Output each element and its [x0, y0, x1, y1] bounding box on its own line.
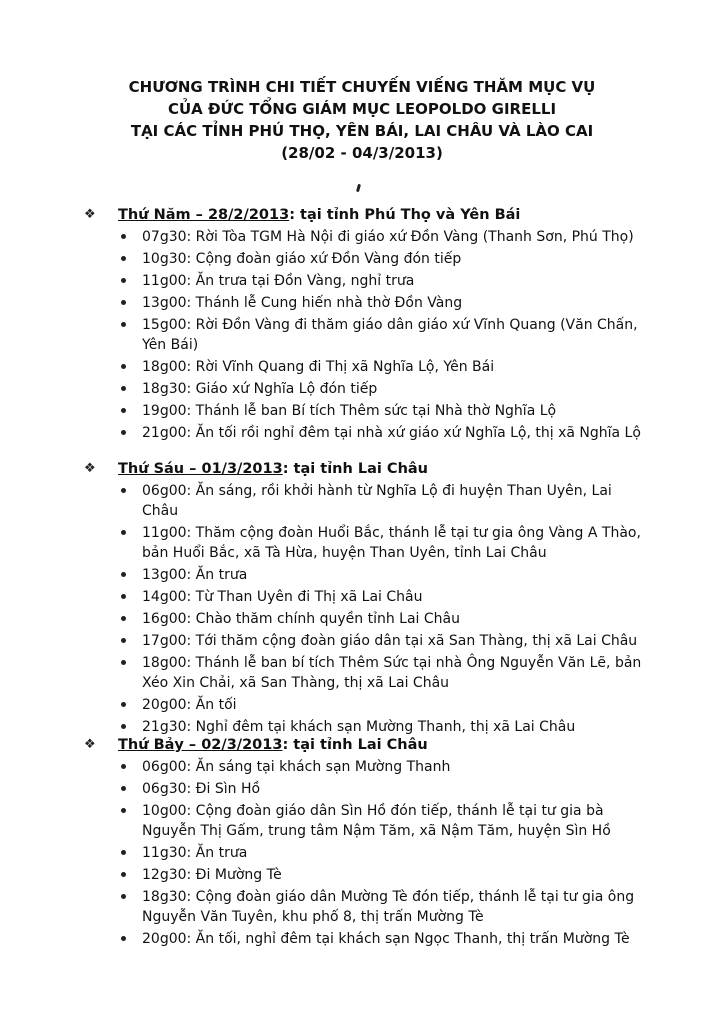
schedule-item: 07g30: Rời Tòa TGM Hà Nội đi giáo xứ Đồn Vàng (Thanh Sơn, Phú Thọ) [0, 227, 724, 247]
schedule-item: 21g00: Ăn tối rồi nghỉ đêm tại nhà xứ giáo xứ Nghĩa Lộ, thị xã Nghĩa Lộ [0, 423, 724, 443]
schedule-item: 11g30: Ăn trưa [0, 843, 724, 863]
day-date: Thứ Năm – 28/2/2013 [118, 207, 290, 223]
diamond-bullet-icon: ❖ [84, 207, 96, 222]
day-date: Thứ Sáu – 01/3/2013 [118, 461, 283, 477]
bullet-icon [121, 234, 126, 239]
bullet-icon [121, 616, 126, 621]
schedule-item: 15g00: Rời Đồn Vàng đi thăm giáo dân giáo xứ Vĩnh Quang (Văn Chấn, Yên Bái) [0, 315, 724, 355]
day-section-3 [0, 735, 724, 949]
schedule-item: 18g30: Giáo xứ Nghĩa Lộ đón tiếp [0, 379, 724, 399]
bullet-icon [121, 594, 126, 599]
title-line-4: (28/02 - 04/3/2013) [281, 144, 443, 162]
schedule-item: 10g00: Cộng đoàn giáo dân Sìn Hồ đón tiếp, thánh lễ tại tư gia bà Nguyễn Thị Gấm, trung tâm Nậm Tăm, xã Nậm Tăm, huyện Sìn Hồ [0, 801, 724, 841]
schedule-item: 21g30: Nghỉ đêm tại khách sạn Mường Thanh, thị xã Lai Châu [0, 717, 724, 737]
day-location: : tại tỉnh Phú Thọ và Yên Bái [289, 207, 521, 223]
day-date: Thứ Bảy – 02/3/2013 [118, 737, 283, 753]
bullet-icon [121, 386, 126, 391]
bullet-icon [121, 850, 126, 855]
schedule-item: 17g00: Tới thăm cộng đoàn giáo dân tại xã San Thàng, thị xã Lai Châu [0, 631, 724, 651]
bullet-icon [121, 530, 126, 535]
bullet-icon [121, 408, 126, 413]
schedule-item: 18g00: Rời Vĩnh Quang đi Thị xã Nghĩa Lộ, Yên Bái [0, 357, 724, 377]
title-line-2: CỦA ĐỨC TỔNG GIÁM MỤC LEOPOLDO GIRELLI [167, 100, 557, 118]
bullet-icon [121, 322, 126, 327]
title-line-3: TẠI CÁC TỈNH PHÚ THỌ, YÊN BÁI, LAI CHÂU VÀ LÀO CAI [130, 122, 594, 140]
schedule-item: 14g00: Từ Than Uyên đi Thị xã Lai Châu [0, 587, 724, 607]
schedule-item: 20g00: Ăn tối, nghỉ đêm tại khách sạn Ngọc Thanh, thị trấn Mường Tè [0, 929, 724, 949]
schedule-item: 06g00: Ăn sáng, rồi khởi hành từ Nghĩa Lộ đi huyện Than Uyên, Lai Châu [0, 481, 724, 521]
day-location: : tại tỉnh Lai Châu [282, 737, 428, 753]
diamond-bullet-icon: ❖ [84, 461, 96, 476]
diamond-bullet-icon: ❖ [84, 737, 96, 752]
bullet-icon [121, 278, 126, 283]
schedule-item: 12g30: Đi Mường Tè [0, 865, 724, 885]
bullet-icon [121, 430, 126, 435]
schedule-item: 19g00: Thánh lễ ban Bí tích Thêm sức tại Nhà thờ Nghĩa Lộ [0, 401, 724, 421]
day-heading [0, 735, 724, 755]
schedule-item: 18g00: Thánh lễ ban bí tích Thêm Sức tại nhà Ông Nguyễn Văn Lẽ, bản Xéo Xin Chải, xã San Thàng, thị xã Lai Châu [0, 653, 724, 693]
bullet-icon [121, 660, 126, 665]
day-section-2 [0, 459, 724, 737]
schedule-item: 16g00: Chào thăm chính quyền tỉnh Lai Châu [0, 609, 724, 629]
bullet-icon [121, 724, 126, 729]
schedule-item: 11g00: Thăm cộng đoàn Huổi Bắc, thánh lễ tại tư gia ông Vàng A Thào, bản Huổi Bắc, xã Tà Hừa, huyện Than Uyên, tỉnh Lai Châu [0, 523, 724, 563]
schedule-item: 13g00: Ăn trưa [0, 565, 724, 585]
bullet-icon [121, 764, 126, 769]
day-heading [0, 205, 724, 225]
title-line-1: CHƯƠNG TRÌNH CHI TIẾT CHUYẾN VIẾNG THĂM MỤC VỤ [128, 78, 596, 96]
bullet-icon [121, 364, 126, 369]
bullet-icon [121, 638, 126, 643]
schedule-item: 10g30: Cộng đoàn giáo xứ Đồn Vàng đón tiếp [0, 249, 724, 269]
bullet-icon [121, 808, 126, 813]
schedule-list [0, 481, 724, 737]
schedule-item: 11g00: Ăn trưa tại Đồn Vàng, nghỉ trưa [0, 271, 724, 291]
bullet-icon [121, 300, 126, 305]
schedule-item: 20g00: Ăn tối [0, 695, 724, 715]
bullet-icon [121, 936, 126, 941]
bullet-icon [121, 786, 126, 791]
bullet-icon [121, 894, 126, 899]
day-section-1 [0, 205, 724, 443]
bullet-icon [121, 702, 126, 707]
scan-speck [356, 184, 361, 193]
schedule-list [0, 227, 724, 443]
schedule-item: 06g30: Đi Sìn Hồ [0, 779, 724, 799]
bullet-icon [121, 572, 126, 577]
bullet-icon [121, 488, 126, 493]
schedule-item: 18g30: Cộng đoàn giáo dân Mường Tè đón tiếp, thánh lễ tại tư gia ông Nguyễn Văn Tuyên, khu phố 8, thị trấn Mường Tè [0, 887, 724, 927]
bullet-icon [121, 256, 126, 261]
schedule-list [0, 757, 724, 949]
bullet-icon [121, 872, 126, 877]
document-title [0, 76, 724, 164]
day-location: : tại tỉnh Lai Châu [282, 461, 428, 477]
schedule-item: 06g00: Ăn sáng tại khách sạn Mường Thanh [0, 757, 724, 777]
day-heading [0, 459, 724, 479]
schedule-item: 13g00: Thánh lễ Cung hiến nhà thờ Đồn Vàng [0, 293, 724, 313]
